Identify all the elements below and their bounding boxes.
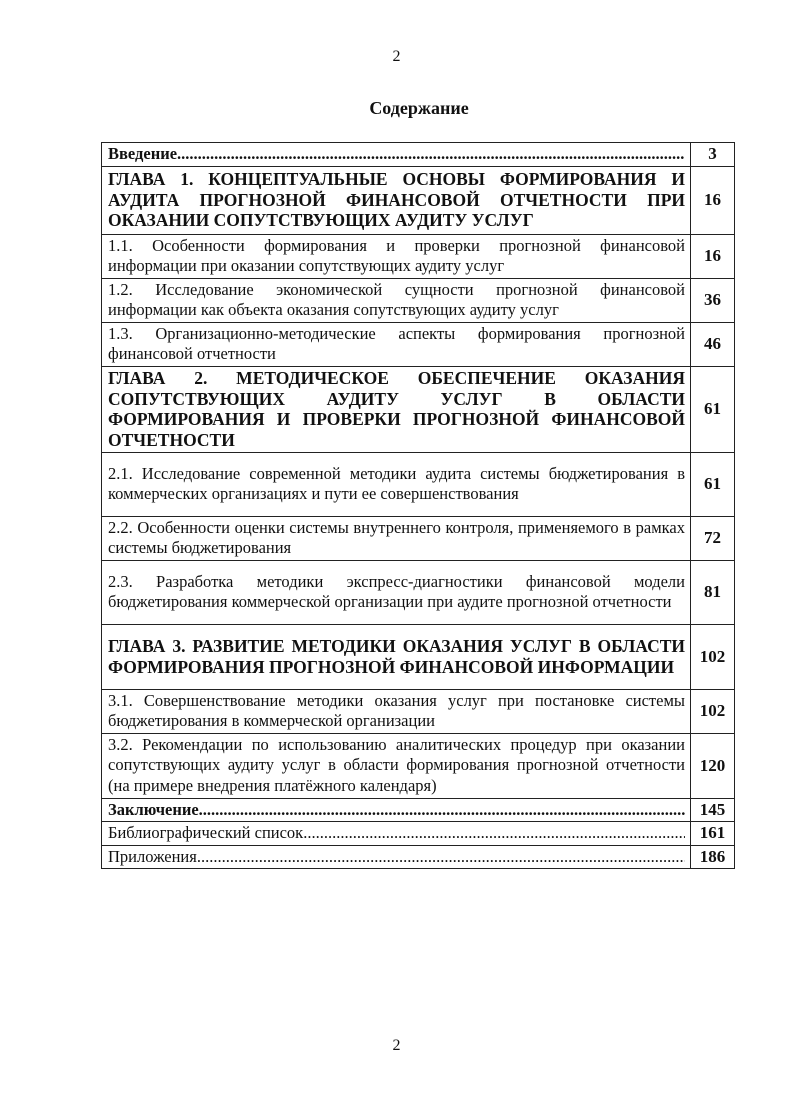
toc-entry-3-2: 3.2. Рекомендации по использованию аналитических процедур при оказании сопутствующих аудиту услуг в области формирования прогнозной отчетности (на примере внедрения платёжного календаря) <box>102 733 691 798</box>
toc-entry-3-1: 3.1. Совершенствование методики оказания услуг при постановке системы бюджетирования в коммерческой организации <box>102 689 691 733</box>
toc-page-2-1: 61 <box>691 452 735 516</box>
toc-entry-appendices <box>102 845 691 869</box>
toc-row-intro <box>102 143 735 167</box>
toc-entry-conclusion <box>102 798 691 822</box>
toc-label: Заключение <box>108 799 199 819</box>
toc-row-appendices <box>102 845 735 869</box>
toc-entry-1-2: 1.2. Исследование экономической сущности прогнозной финансовой информации как объекта оказания сопутствующих аудиту услуг <box>102 278 691 322</box>
toc-row-bibliography <box>102 822 735 846</box>
toc-page-3-2: 120 <box>691 733 735 798</box>
toc-page-1-1: 16 <box>691 234 735 278</box>
toc-table <box>101 142 735 869</box>
toc-entry-2-3: 2.3. Разработка методики экспресс-диагностики финансовой модели бюджетирования коммерческой организации при аудите прогнозной отчетности <box>102 560 691 624</box>
toc-entry-chapter-3: ГЛАВА 3. РАЗВИТИЕ МЕТОДИКИ ОКАЗАНИЯ УСЛУГ В ОБЛАСТИ ФОРМИРОВАНИЯ ПРОГНОЗНОЙ ФИНАНСОВОЙ ИНФОРМАЦИИ <box>102 624 691 689</box>
toc-row-2-2 <box>102 516 735 560</box>
toc-page-appendices: 186 <box>691 845 735 869</box>
toc-entry-bibliography <box>102 822 691 846</box>
toc-page-2-2: 72 <box>691 516 735 560</box>
toc-page-1-3: 46 <box>691 322 735 366</box>
toc-entry-intro <box>102 143 691 167</box>
toc-row-1-3 <box>102 322 735 366</box>
toc-row-chapter-3 <box>102 624 735 689</box>
toc-row-conclusion <box>102 798 735 822</box>
toc-page-conclusion: 145 <box>691 798 735 822</box>
toc-row-2-1 <box>102 452 735 516</box>
toc-row-3-2 <box>102 733 735 798</box>
toc-page-intro: 3 <box>691 143 735 167</box>
footer-page-number: 2 <box>392 1037 401 1054</box>
toc-label: Введение <box>108 144 178 163</box>
toc-entry-1-3: 1.3. Организационно-методические аспекты формирования прогнозной финансовой отчетности <box>102 322 691 366</box>
toc-row-chapter-2 <box>102 366 735 452</box>
toc-page-chapter-2: 61 <box>691 366 735 452</box>
toc-label: Приложения <box>108 846 197 866</box>
toc-row-1-1 <box>102 234 735 278</box>
toc-entry-1-1: 1.1. Особенности формирования и проверки прогнозной финансовой информации при оказании сопутствующих аудиту услуг <box>102 234 691 278</box>
toc-page-chapter-3: 102 <box>691 624 735 689</box>
page-title: Содержание <box>369 98 469 118</box>
toc-row-3-1 <box>102 689 735 733</box>
toc-label: Библиографический список <box>108 823 304 842</box>
toc-entry-chapter-1: ГЛАВА 1. КОНЦЕПТУАЛЬНЫЕ ОСНОВЫ ФОРМИРОВАНИЯ И АУДИТА ПРОГНОЗНОЙ ФИНАНСОВОЙ ОТЧЕТНОСТИ ПРИ ОКАЗАНИИ СОПУТСТВУЮЩИХ АУДИТУ УСЛУГ <box>102 166 691 234</box>
header-page-number: 2 <box>392 48 401 65</box>
toc-entry-chapter-2: ГЛАВА 2. МЕТОДИЧЕСКОЕ ОБЕСПЕЧЕНИЕ ОКАЗАНИЯ СОПУТСТВУЮЩИХ АУДИТУ УСЛУГ В ОБЛАСТИ ФОРМИРОВАНИЯ И ПРОВЕРКИ ПРОГНОЗНОЙ ФИНАНСОВОЙ ОТЧЕТНОСТИ <box>102 366 691 452</box>
toc-row-1-2 <box>102 278 735 322</box>
toc-page-3-1: 102 <box>691 689 735 733</box>
toc-page-bibliography: 161 <box>691 822 735 846</box>
toc-page-2-3: 81 <box>691 560 735 624</box>
toc-entry-2-1: 2.1. Исследование современной методики аудита системы бюджетирования в коммерческих организациях и пути ее совершенствования <box>102 452 691 516</box>
toc-page-chapter-1: 16 <box>691 166 735 234</box>
toc-row-2-3 <box>102 560 735 624</box>
toc-page-1-2: 36 <box>691 278 735 322</box>
toc-row-chapter-1 <box>102 166 735 234</box>
toc-entry-2-2: 2.2. Особенности оценки системы внутреннего контроля, применяемого в рамках системы бюджетирования <box>102 516 691 560</box>
